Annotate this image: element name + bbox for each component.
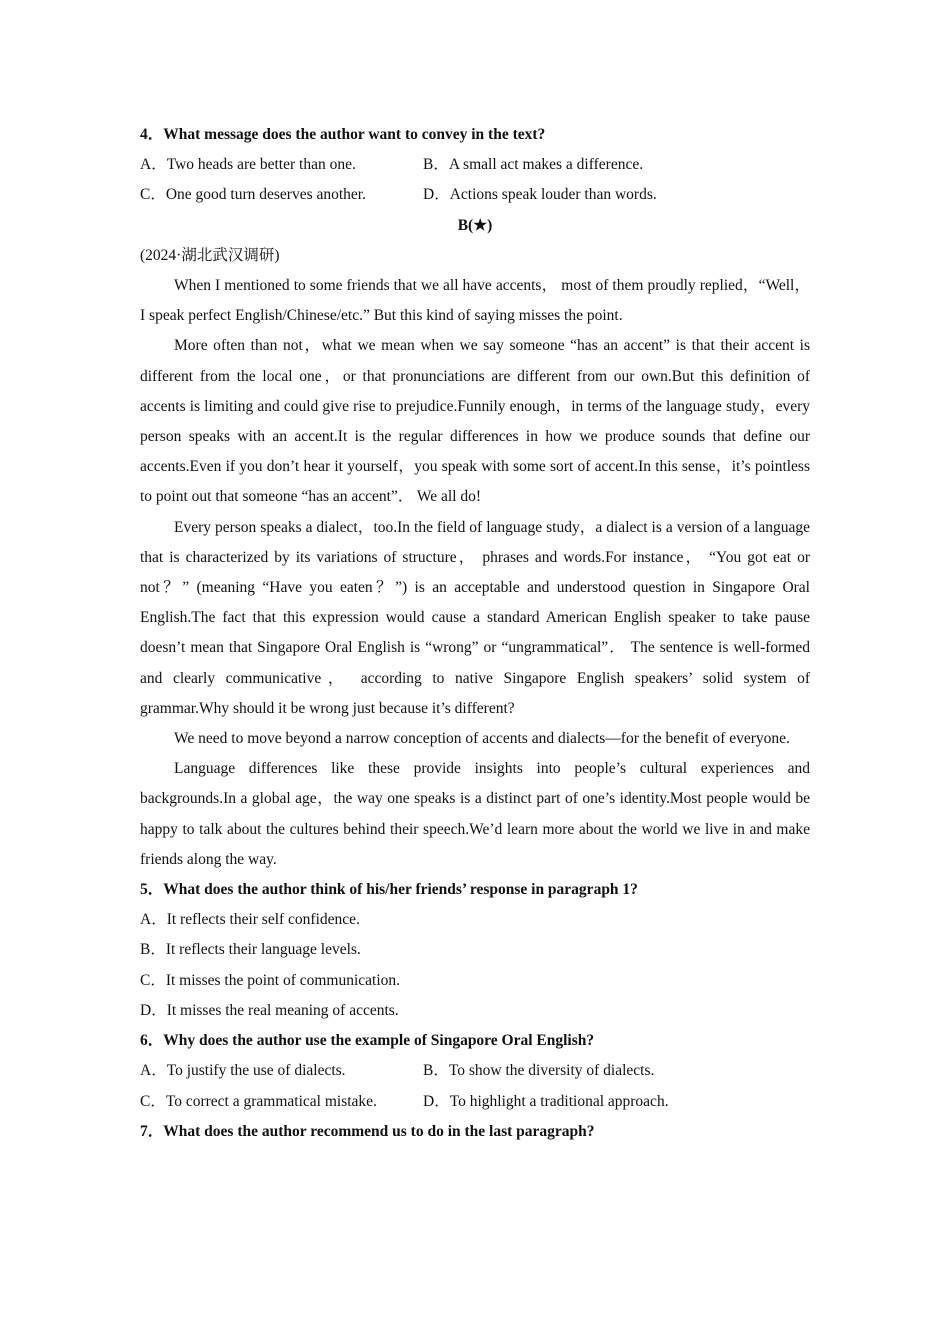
question-6-options-row-1 [140, 1056, 810, 1086]
passage-paragraph-3: Every person speaks a dialect，too.In the field of language study，a dialect is a version of a language that is characterized by its variations of structure， phrases and words.For instance， “You got eat or not？” (meaning “Have you eaten？”) is an acceptable and understood question in Singapore Oral English.The fact that this expression would cause a standard American English speaker to take pause doesn’t mean that Singapore Oral English is “wrong” or “ungrammatical”． The sentence is well-formed and clearly communicative， according to native Singapore English speakers’ solid system of grammar.Why should it be wrong just because it’s different? [140, 518, 810, 717]
question-6-stem: 6．Why does the author use the example of Singapore Oral English? [140, 1032, 595, 1050]
section-title: B(★) [457, 216, 493, 234]
question-5-stem: 5．What does the author think of his/her friends’ response in paragraph 1? [140, 881, 638, 899]
question-4-stem: 4．What message does the author want to convey in the text? [140, 126, 546, 143]
question-6-option-d: D．To highlight a traditional approach. [423, 1092, 669, 1110]
question-4-option-c: C．One good turn deserves another. [140, 186, 366, 204]
question-6-option-b: B．To show the diversity of dialects. [423, 1062, 655, 1080]
source-note: (2024·湖北武汉调研) [140, 246, 280, 264]
question-4-option-d: D．Actions speak louder than words. [423, 186, 657, 204]
question-4-option-b: B．A small act makes a difference. [423, 156, 644, 174]
question-4-option-a: A．Two heads are better than one. [140, 156, 356, 174]
question-5-option-d: D．It misses the real meaning of accents. [140, 1001, 399, 1019]
passage-paragraph-2: More often than not，what we mean when we say someone “has an accent” is that their accent is different from the local one，or that pronunciations are different from our own.But this definition of accents is limiting and could give rise to prejudice.Funnily enough，in terms of the language study，every person speaks with an accent.It is the regular differences in how we produce sounds that define our accents.Even if you don’t hear it yourself，you speak with some sort of accent.In this sense，it’s pointless to point out that someone “has an accent”． We all do! [140, 337, 810, 506]
question-4-options-row-1 [140, 150, 810, 180]
passage-paragraph-4: We need to move beyond a narrow conception of accents and dialects—for the benefit of everyone. [174, 730, 790, 748]
passage-paragraph-5: Language differences like these provide insights into people’s cultural experiences and backgrounds.In a global age，the way one speaks is a distinct part of one’s identity.Most people would be happy to talk about the cultures behind their speech.We’d learn more about the world we live in and make friends along the way. [140, 760, 810, 868]
question-5-option-a: A．It reflects their self confidence. [140, 911, 360, 929]
question-6-options-row-2 [140, 1087, 810, 1117]
passage-paragraph-1: When I mentioned to some friends that we all have accents， most of them proudly replied，“Well，I speak perfect English/Chinese/etc.” But this kind of saying misses the point. [140, 277, 810, 325]
document-page [140, 120, 810, 1147]
question-4-options-row-2 [140, 180, 810, 210]
question-6-option-a: A．To justify the use of dialects. [140, 1062, 346, 1080]
question-6-option-c: C．To correct a grammatical mistake. [140, 1092, 377, 1110]
question-7-stem: 7．What does the author recommend us to do in the last paragraph? [140, 1122, 595, 1140]
question-5-option-c: C．It misses the point of communication. [140, 971, 401, 989]
question-5-option-b: B．It reflects their language levels. [140, 941, 361, 959]
